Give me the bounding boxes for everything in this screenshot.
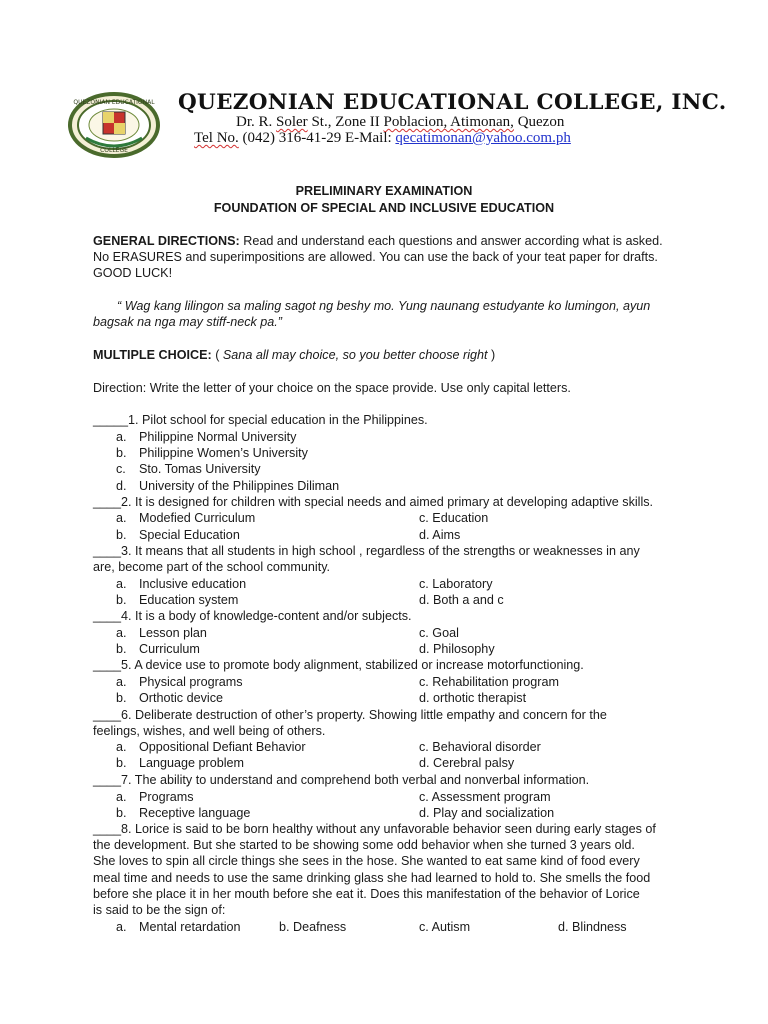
svg-text:QUEZONIAN EDUCATIONAL: QUEZONIAN EDUCATIONAL <box>73 99 155 106</box>
q1-option-a-text: Philippine Normal University <box>139 430 297 444</box>
quote-line2: bagsak na nga may stiff-neck pa.” <box>93 315 283 329</box>
q6-option-a-text: Oppositional Defiant Behavior <box>139 740 306 754</box>
q1-option-d: d. <box>116 479 127 493</box>
q4-option-a: a. <box>116 626 127 640</box>
q2-option-b: b. <box>116 528 127 542</box>
multiple-choice-heading: MULTIPLE CHOICE: ( Sana all may choice, so you better choose right ) <box>93 348 496 362</box>
email-link[interactable]: qecatimonan@yahoo.com.ph <box>395 130 571 146</box>
exam-subject: FOUNDATION OF SPECIAL AND INCLUSIVE EDUCATION <box>213 201 555 215</box>
q6-option-b: b. <box>116 756 127 770</box>
q4-option-a-text: Lesson plan <box>139 626 207 640</box>
general-directions-line3: GOOD LUCK! <box>93 266 173 280</box>
q2-option-c: c. Education <box>419 511 489 525</box>
q6-option-d: d. Cerebral palsy <box>419 756 515 770</box>
q7-option-b-text: Receptive language <box>139 806 251 820</box>
q3-option-b: b. <box>116 593 127 607</box>
question-6: ____6. Deliberate destruction of other’s property. Showing little empathy and concern for the <box>93 708 607 722</box>
q8-option-d: d. Blindness <box>558 920 627 934</box>
q1-option-b-text: Philippine Women’s University <box>139 446 308 460</box>
q7-option-a-text: Programs <box>139 790 194 804</box>
question-8-cont1: the development. But she started to be showing some odd behavior when she turned 3 years old. <box>93 838 635 852</box>
question-8-cont5: is said to be the sign of: <box>93 903 226 917</box>
q8-option-a-text: Mental retardation <box>139 920 241 934</box>
q4-option-d: d. Philosophy <box>419 642 495 656</box>
question-6-cont: feelings, wishes, and well being of others. <box>93 724 326 738</box>
q8-option-c: c. Autism <box>419 920 471 934</box>
q8-option-b: b. Deafness <box>279 920 347 934</box>
exam-title: PRELIMINARY EXAMINATION <box>295 184 473 198</box>
q4-option-c: c. Goal <box>419 626 459 640</box>
svg-text:COLLEGE: COLLEGE <box>100 147 128 154</box>
direction-line: Direction: Write the letter of your choice on the space provide. Use only capital letters. <box>93 381 571 395</box>
q7-option-c: c. Assessment program <box>419 790 551 804</box>
q2-option-a: a. <box>116 511 127 525</box>
q5-option-a: a. <box>116 675 127 689</box>
q7-option-d: d. Play and socialization <box>419 806 555 820</box>
q7-option-a: a. <box>116 790 127 804</box>
school-name: QUEZONIAN EDUCATIONAL COLLEGE, INC. <box>178 90 727 115</box>
quote-line1: “ Wag kang lilingon sa maling sagot ng beshy mo. Yung naunang estudyante ko lumingon, ayun <box>117 299 651 313</box>
school-address: Dr. R. Soler St., Zone II Poblacion, Atimonan, Quezon <box>236 114 565 130</box>
general-directions-line2: No ERASURES and superimpositions are allowed. You can use the back of your teat paper for drafts. <box>93 250 658 264</box>
q3-option-a: a. <box>116 577 127 591</box>
q5-option-c: c. Rehabilitation program <box>419 675 560 689</box>
q3-option-a-text: Inclusive education <box>139 577 247 591</box>
question-8: ____8. Lorice is said to be born healthy without any unfavorable behavior seen during early stages of <box>93 822 656 836</box>
question-8-cont2: She loves to spin all circle things she sees in the hose. She wanted to eat same kind of food every <box>93 854 640 868</box>
q8-option-a: a. <box>116 920 127 934</box>
q5-option-a-text: Physical programs <box>139 675 243 689</box>
q6-option-a: a. <box>116 740 127 754</box>
q2-option-b-text: Special Education <box>139 528 240 542</box>
q2-option-d: d. Aims <box>419 528 461 542</box>
college-seal-logo <box>68 92 160 158</box>
question-4: ____4. It is a body of knowledge-content and/or subjects. <box>93 609 412 623</box>
question-8-cont4: before she place it in her mouth before she eat it. Does this manifestation of the behavior of Lorice <box>93 887 640 901</box>
q4-option-b-text: Curriculum <box>139 642 200 656</box>
q1-option-b: b. <box>116 446 127 460</box>
question-2: ____2. It is designed for children with special needs and aimed primary at developing adaptive skills. <box>93 495 654 509</box>
question-7: ____7. The ability to understand and comprehend both verbal and nonverbal information. <box>93 773 590 787</box>
q1-option-c-text: Sto. Tomas University <box>139 462 261 476</box>
q4-option-b: b. <box>116 642 127 656</box>
q3-option-b-text: Education system <box>139 593 239 607</box>
question-3-cont: are, become part of the school community. <box>93 560 331 574</box>
q1-option-d-text: University of the Philippines Diliman <box>139 479 340 493</box>
question-1: _____1. Pilot school for special education in the Philippines. <box>93 413 428 427</box>
q3-option-c: c. Laboratory <box>419 577 493 591</box>
question-3: ____3. It means that all students in high school , regardless of the strengths or weaknesses in any <box>93 544 640 558</box>
question-8-cont3: meal time and needs to use the same drinking glass she had learned to hold to. She smells the food <box>93 871 651 885</box>
letterhead <box>68 82 727 160</box>
q1-option-c: c. <box>116 462 126 476</box>
q5-option-b-text: Orthotic device <box>139 691 223 705</box>
q7-option-b: b. <box>116 806 127 820</box>
q5-option-b: b. <box>116 691 127 705</box>
q6-option-c: c. Behavioral disorder <box>419 740 541 754</box>
question-5: ____5. A device use to promote body alignment, stabilized or increase motorfunctioning. <box>93 658 584 672</box>
q1-option-a: a. <box>116 430 127 444</box>
school-contact: Tel No. (042) 316-41-29 E-Mail: qecatimonan@yahoo.com.ph <box>194 130 571 146</box>
general-directions-line1: GENERAL DIRECTIONS: Read and understand each questions and answer according what is asked. <box>93 234 663 248</box>
q6-option-b-text: Language problem <box>139 756 245 770</box>
q2-option-a-text: Modefied Curriculum <box>139 511 256 525</box>
q5-option-d: d. orthotic therapist <box>419 691 527 705</box>
q3-option-d: d. Both a and c <box>419 593 504 607</box>
